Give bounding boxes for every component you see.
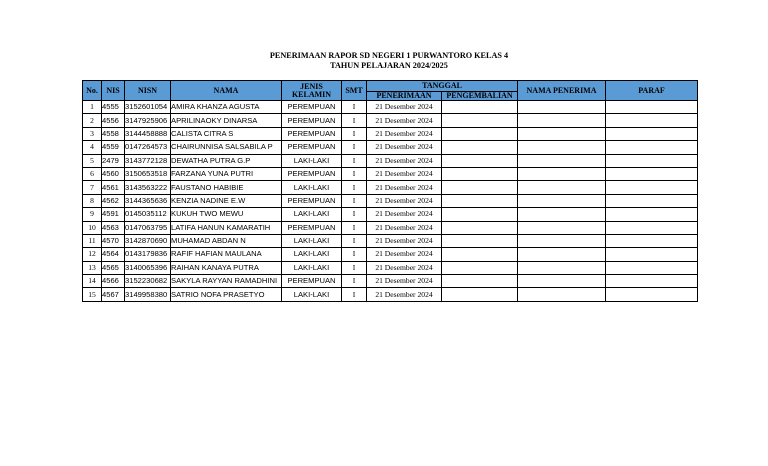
table-body <box>83 101 698 302</box>
cell-jenis-kelamin: LAKI-LAKI <box>282 154 342 167</box>
cell-pengembalian <box>442 275 518 288</box>
header-pengembalian: PENGEMBALIAN <box>442 92 518 101</box>
cell-no: 15 <box>83 288 102 301</box>
cell-jenis-kelamin: PEREMPUAN <box>282 221 342 234</box>
cell-paraf <box>606 275 698 288</box>
header-no: No. <box>83 81 102 101</box>
cell-pengembalian <box>442 154 518 167</box>
cell-nisn: 3144458888 <box>125 127 171 140</box>
cell-nis: 4567 <box>102 288 125 301</box>
cell-penerimaan: 21 Desember 2024 <box>367 101 442 114</box>
cell-nis: 4561 <box>102 181 125 194</box>
cell-jenis-kelamin: LAKI-LAKI <box>282 181 342 194</box>
cell-pengembalian <box>442 288 518 301</box>
cell-penerimaan: 21 Desember 2024 <box>367 288 442 301</box>
cell-jenis-kelamin: LAKI-LAKI <box>282 261 342 274</box>
table-header <box>83 81 698 101</box>
cell-nama-penerima <box>518 221 606 234</box>
cell-nis: 4570 <box>102 234 125 247</box>
cell-penerimaan: 21 Desember 2024 <box>367 248 442 261</box>
table-row <box>83 248 698 261</box>
cell-no: 9 <box>83 208 102 221</box>
table-row <box>83 234 698 247</box>
cell-nisn: 0147063795 <box>125 221 171 234</box>
document-subtitle: TAHUN PELAJARAN 2024/2025 <box>330 61 448 70</box>
cell-nama: KUKUH TWO MEWU <box>171 208 282 221</box>
cell-smt: I <box>342 248 367 261</box>
header-nama-penerima: NAMA PENERIMA <box>518 81 606 101</box>
cell-nisn: 3152601054 <box>125 101 171 114</box>
cell-penerimaan: 21 Desember 2024 <box>367 181 442 194</box>
table-row <box>83 114 698 127</box>
cell-smt: I <box>342 181 367 194</box>
cell-nama: LATIFA HANUN KAMARATIH <box>171 221 282 234</box>
cell-paraf <box>606 167 698 180</box>
cell-nis: 4565 <box>102 261 125 274</box>
cell-nis: 4562 <box>102 194 125 207</box>
cell-smt: I <box>342 234 367 247</box>
cell-nama: AMIRA KHANZA AGUSTA <box>171 101 282 114</box>
table-row <box>83 261 698 274</box>
cell-smt: I <box>342 127 367 140</box>
cell-penerimaan: 21 Desember 2024 <box>367 141 442 154</box>
cell-pengembalian <box>442 221 518 234</box>
cell-smt: I <box>342 261 367 274</box>
cell-nisn: 0147264573 <box>125 141 171 154</box>
table-row <box>83 275 698 288</box>
cell-jenis-kelamin: PEREMPUAN <box>282 127 342 140</box>
cell-pengembalian <box>442 181 518 194</box>
cell-paraf <box>606 154 698 167</box>
cell-nama: FARZANA YUNA PUTRI <box>171 167 282 180</box>
cell-jenis-kelamin: LAKI-LAKI <box>282 234 342 247</box>
cell-nisn: 3149958380 <box>125 288 171 301</box>
cell-nis: 2479 <box>102 154 125 167</box>
cell-paraf <box>606 261 698 274</box>
cell-no: 8 <box>83 194 102 207</box>
cell-nama: RAFIF HAFIAN MAULANA <box>171 248 282 261</box>
cell-nama-penerima <box>518 181 606 194</box>
cell-nama: FAUSTANO HABIBIE <box>171 181 282 194</box>
header-paraf: PARAF <box>606 81 698 101</box>
cell-nama: SATRIO NOFA PRASETYO <box>171 288 282 301</box>
header-tanggal: TANGGAL <box>367 81 518 92</box>
cell-pengembalian <box>442 194 518 207</box>
cell-pengembalian <box>442 141 518 154</box>
cell-jenis-kelamin: PEREMPUAN <box>282 101 342 114</box>
cell-nama-penerima <box>518 275 606 288</box>
header-nama: NAMA <box>171 81 282 101</box>
cell-no: 1 <box>83 101 102 114</box>
cell-penerimaan: 21 Desember 2024 <box>367 114 442 127</box>
cell-nama: SAKYLA RAYYAN RAMADHINI <box>171 275 282 288</box>
cell-jenis-kelamin: PEREMPUAN <box>282 194 342 207</box>
table-row <box>83 221 698 234</box>
table-row <box>83 141 698 154</box>
document-title: PENERIMAAN RAPOR SD NEGERI 1 PURWANTORO KELAS 4 <box>269 51 509 60</box>
cell-smt: I <box>342 221 367 234</box>
cell-nama-penerima <box>518 114 606 127</box>
cell-penerimaan: 21 Desember 2024 <box>367 194 442 207</box>
cell-paraf <box>606 248 698 261</box>
cell-nis: 4564 <box>102 248 125 261</box>
cell-nama-penerima <box>518 101 606 114</box>
cell-no: 7 <box>83 181 102 194</box>
cell-penerimaan: 21 Desember 2024 <box>367 167 442 180</box>
cell-pengembalian <box>442 167 518 180</box>
cell-nisn: 3147925906 <box>125 114 171 127</box>
cell-pengembalian <box>442 101 518 114</box>
table-row <box>83 127 698 140</box>
cell-no: 6 <box>83 167 102 180</box>
cell-penerimaan: 21 Desember 2024 <box>367 154 442 167</box>
header-penerimaan: PENERIMAAN <box>367 92 442 101</box>
cell-nama-penerima <box>518 167 606 180</box>
cell-nama: CALISTA CITRA S <box>171 127 282 140</box>
cell-penerimaan: 21 Desember 2024 <box>367 234 442 247</box>
cell-paraf <box>606 208 698 221</box>
table-row <box>83 167 698 180</box>
cell-no: 12 <box>83 248 102 261</box>
cell-pengembalian <box>442 208 518 221</box>
cell-jenis-kelamin: PEREMPUAN <box>282 275 342 288</box>
cell-paraf <box>606 234 698 247</box>
cell-paraf <box>606 141 698 154</box>
cell-nisn: 3143772128 <box>125 154 171 167</box>
cell-nisn: 0145035112 <box>125 208 171 221</box>
cell-nis: 4563 <box>102 221 125 234</box>
cell-nis: 4566 <box>102 275 125 288</box>
cell-paraf <box>606 101 698 114</box>
cell-pengembalian <box>442 261 518 274</box>
table-row <box>83 208 698 221</box>
cell-nis: 4558 <box>102 127 125 140</box>
cell-nis: 4556 <box>102 114 125 127</box>
cell-nama: RAIHAN KANAYA PUTRA <box>171 261 282 274</box>
cell-pengembalian <box>442 114 518 127</box>
cell-nama-penerima <box>518 261 606 274</box>
cell-jenis-kelamin: LAKI-LAKI <box>282 248 342 261</box>
cell-nama-penerima <box>518 194 606 207</box>
cell-nama-penerima <box>518 154 606 167</box>
header-smt: SMT <box>342 81 367 101</box>
cell-nisn: 3144365636 <box>125 194 171 207</box>
cell-pengembalian <box>442 127 518 140</box>
cell-no: 11 <box>83 234 102 247</box>
cell-jenis-kelamin: PEREMPUAN <box>282 141 342 154</box>
cell-jenis-kelamin: LAKI-LAKI <box>282 208 342 221</box>
cell-no: 2 <box>83 114 102 127</box>
cell-nama-penerima <box>518 248 606 261</box>
cell-no: 13 <box>83 261 102 274</box>
cell-nisn: 3150653518 <box>125 167 171 180</box>
table-row <box>83 194 698 207</box>
cell-nama-penerima <box>518 234 606 247</box>
cell-paraf <box>606 181 698 194</box>
title-block <box>0 51 768 71</box>
cell-pengembalian <box>442 234 518 247</box>
table-row <box>83 288 698 301</box>
table-row <box>83 181 698 194</box>
cell-jenis-kelamin: LAKI-LAKI <box>282 288 342 301</box>
cell-smt: I <box>342 194 367 207</box>
cell-penerimaan: 21 Desember 2024 <box>367 275 442 288</box>
cell-no: 5 <box>83 154 102 167</box>
cell-nisn: 3142870690 <box>125 234 171 247</box>
cell-nama-penerima <box>518 127 606 140</box>
cell-smt: I <box>342 101 367 114</box>
cell-nama-penerima <box>518 208 606 221</box>
cell-nama: CHAIRUNNISA SALSABILA P <box>171 141 282 154</box>
cell-penerimaan: 21 Desember 2024 <box>367 208 442 221</box>
cell-jenis-kelamin: PEREMPUAN <box>282 114 342 127</box>
table-row <box>83 101 698 114</box>
header-nisn: NISN <box>125 81 171 101</box>
cell-nis: 4559 <box>102 141 125 154</box>
cell-paraf <box>606 288 698 301</box>
cell-paraf <box>606 194 698 207</box>
cell-nama: APRILINAOKY DINARSA <box>171 114 282 127</box>
cell-no: 10 <box>83 221 102 234</box>
table-row <box>83 154 698 167</box>
cell-penerimaan: 21 Desember 2024 <box>367 221 442 234</box>
cell-penerimaan: 21 Desember 2024 <box>367 127 442 140</box>
cell-nisn: 3140065396 <box>125 261 171 274</box>
cell-paraf <box>606 114 698 127</box>
cell-paraf <box>606 127 698 140</box>
cell-no: 4 <box>83 141 102 154</box>
cell-smt: I <box>342 154 367 167</box>
cell-nama-penerima <box>518 288 606 301</box>
cell-nis: 4555 <box>102 101 125 114</box>
cell-nis: 4560 <box>102 167 125 180</box>
cell-nama: MUHAMAD ABDAN N <box>171 234 282 247</box>
cell-nama: DEWATHA PUTRA G.P <box>171 154 282 167</box>
header-jenis-kelamin: JENIS KELAMIN <box>282 81 342 101</box>
header-nis: NIS <box>102 81 125 101</box>
cell-smt: I <box>342 141 367 154</box>
cell-pengembalian <box>442 248 518 261</box>
cell-smt: I <box>342 167 367 180</box>
cell-nisn: 3152230682 <box>125 275 171 288</box>
cell-nisn: 3143563222 <box>125 181 171 194</box>
cell-smt: I <box>342 288 367 301</box>
cell-smt: I <box>342 114 367 127</box>
cell-nama: KENZIA NADINE E.W <box>171 194 282 207</box>
cell-nisn: 0143179836 <box>125 248 171 261</box>
cell-smt: I <box>342 208 367 221</box>
cell-smt: I <box>342 275 367 288</box>
cell-nis: 4591 <box>102 208 125 221</box>
cell-penerimaan: 21 Desember 2024 <box>367 261 442 274</box>
cell-nama-penerima <box>518 141 606 154</box>
cell-no: 3 <box>83 127 102 140</box>
cell-no: 14 <box>83 275 102 288</box>
cell-paraf <box>606 221 698 234</box>
rapor-table <box>82 80 698 302</box>
cell-jenis-kelamin: PEREMPUAN <box>282 167 342 180</box>
